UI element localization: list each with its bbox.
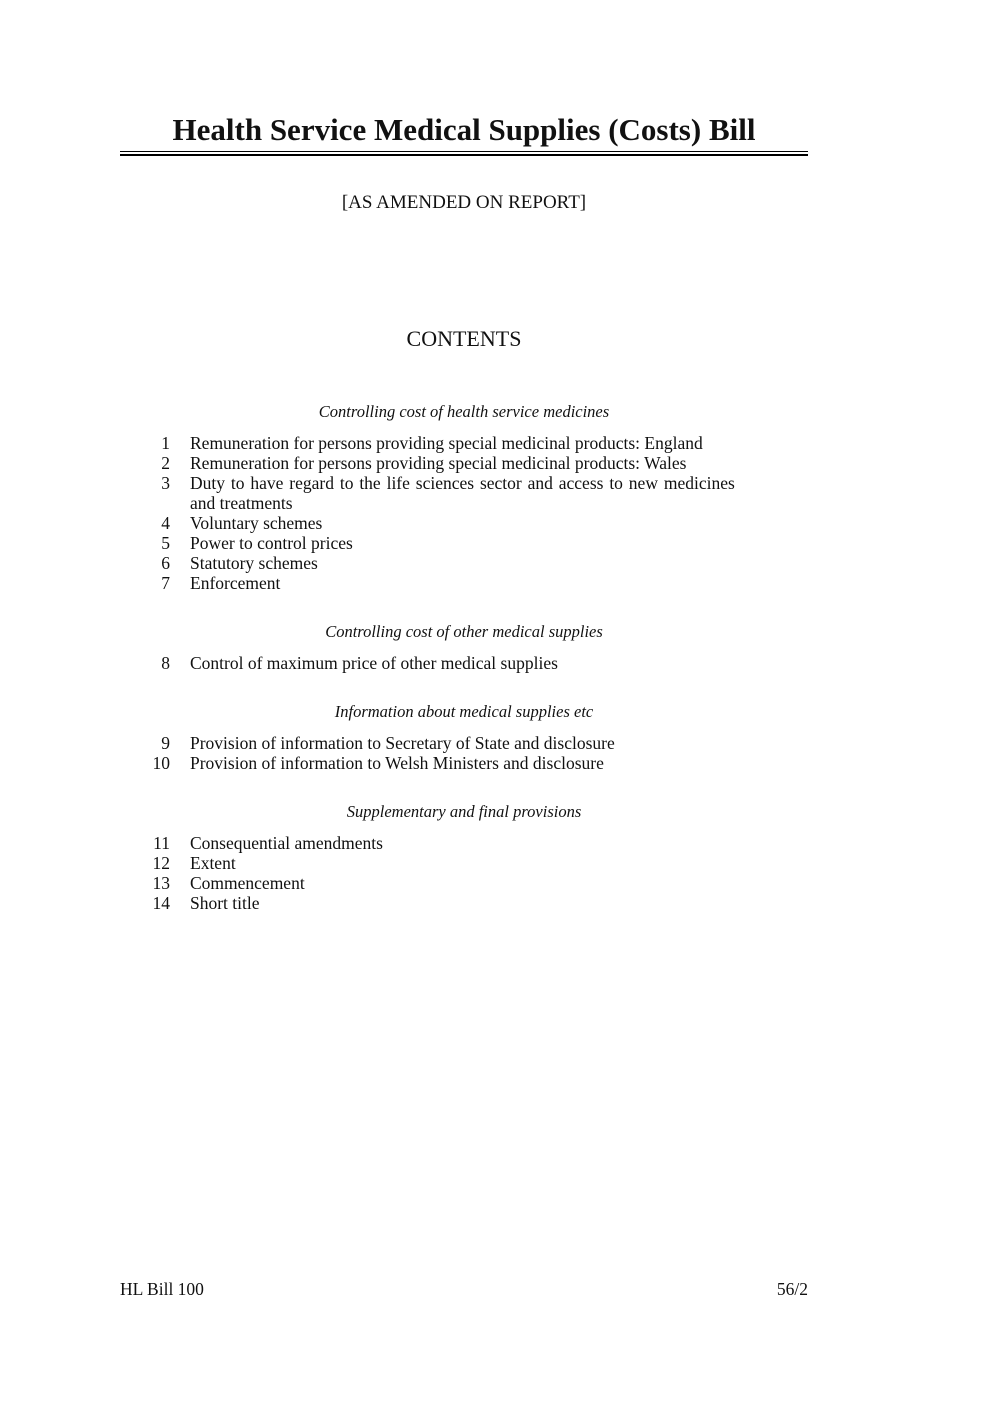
section-heading: Controlling cost of health service medicines [318,402,610,421]
clause-number: 10 [152,753,170,773]
clause-number: 8 [161,653,170,673]
clause-title: Duty to have regard to the life sciences sector and access to new medicines [190,473,735,493]
clause-title: Statutory schemes [190,553,318,573]
clause-title: Consequential amendments [190,833,383,853]
title-rule-thin [120,151,808,152]
clause-number: 7 [161,573,170,593]
clause-title: Provision of information to Welsh Ministers and disclosure [190,753,604,773]
clause-title: Extent [190,853,236,873]
clause-title: Enforcement [190,573,281,593]
contents-heading: CONTENTS [406,326,522,351]
clause-title: Power to control prices [190,533,353,553]
clause-number: 3 [161,473,170,493]
clause-number: 1 [161,433,170,453]
clause-title: Short title [190,893,260,913]
print-reference: 56/2 [776,1279,808,1299]
clause-number: 14 [152,893,170,913]
clause-number: 13 [152,873,170,893]
title-rule-thick [120,154,808,156]
clause-title: Provision of information to Secretary of State and disclosure [190,733,615,753]
clause-number: 9 [161,733,170,753]
clause-number: 5 [161,533,170,553]
clause-number: 2 [161,453,170,473]
clause-number: 11 [153,833,170,853]
clause-title: Commencement [190,873,305,893]
section-heading: Supplementary and final provisions [346,802,582,821]
clause-title: Remuneration for persons providing special medicinal products: England [190,433,703,453]
bill-reference: HL Bill 100 [120,1279,204,1299]
clause-title: Remuneration for persons providing special medicinal products: Wales [190,453,687,473]
clause-title-continued: and treatments [190,493,293,513]
clause-number: 6 [161,553,170,573]
clause-number: 4 [161,513,170,533]
section-heading: Controlling cost of other medical supplies [325,622,603,641]
section-heading: Information about medical supplies etc [334,702,594,721]
clause-number: 12 [152,853,170,873]
clause-title: Control of maximum price of other medical supplies [190,653,558,673]
bill-title: Health Service Medical Supplies (Costs) Bill [172,112,756,147]
clause-title: Voluntary schemes [190,513,323,533]
amendment-status: [AS AMENDED ON REPORT] [341,192,587,213]
